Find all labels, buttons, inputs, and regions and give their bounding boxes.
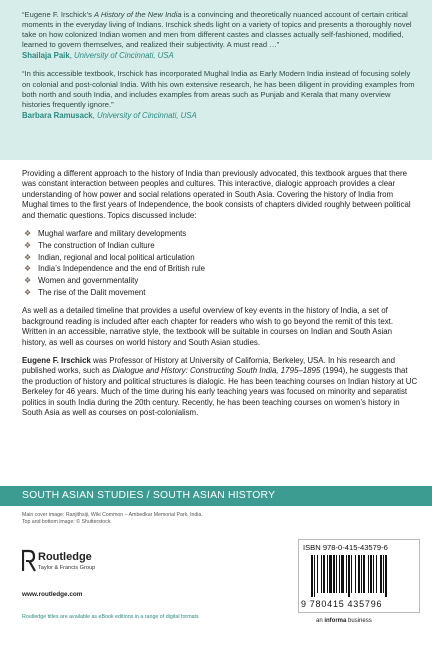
topic-label: The rise of the Dalit movement xyxy=(38,288,146,298)
barcode-bar xyxy=(383,555,384,593)
barcode-bar xyxy=(321,555,322,593)
barcode-bar xyxy=(336,555,337,593)
barcode-bar xyxy=(314,555,315,597)
barcode-bar xyxy=(323,555,325,593)
barcode-bar xyxy=(346,555,347,593)
routledge-r-icon xyxy=(22,548,36,572)
informa-pre: an xyxy=(316,618,325,624)
isbn-label: ISBN 978-0-415-43579-6 xyxy=(303,543,388,552)
diamond-bullet-icon: ❖ xyxy=(24,240,32,250)
barcode-bar xyxy=(339,555,340,593)
credit-line-1: Main cover image: Ranjithsiji, Wiki Common – Ambedkar Memorial Park, India. xyxy=(22,512,203,518)
bio-work-title: Dialogue and History: Constructing South India, 1795–1895 xyxy=(112,366,321,376)
topic-item xyxy=(22,264,418,274)
barcode-bar xyxy=(351,555,352,593)
diamond-bullet-icon: ❖ xyxy=(24,264,32,274)
quote-2-attribution: Barbara Ramusack, University of Cincinnati, USA xyxy=(22,110,197,120)
barcode-bar xyxy=(327,555,328,593)
bio-part-2: (1994), he suggests that the production of history and political structures is dialogic. He has been teaching courses on Indian history at UC Berkeley for 46 years. Much of the time during his early teaching years was focused on minority and separatist politics in south India during the 20th century. Recently, he has been teaching courses on women’s history in South Asia as well as courses on post-colonialism. xyxy=(22,366,418,418)
topic-item xyxy=(22,229,418,239)
image-credits xyxy=(22,512,292,526)
barcode-digits xyxy=(301,599,417,609)
diamond-bullet-icon: ❖ xyxy=(24,229,32,239)
quote-1-name: Shailaja Paik xyxy=(22,51,70,61)
isbn-barcode-block xyxy=(298,539,420,613)
bio-part-1: was Professor of History at University of California, Berkeley, USA. In his research and published works, such as xyxy=(22,356,396,376)
barcode-bar xyxy=(370,555,372,593)
topic-item xyxy=(22,253,418,263)
informa-brand: informa xyxy=(324,618,347,624)
informa-note xyxy=(316,618,372,624)
ebook-note: Routledge titles are available as eBook editions in a range of digital formats xyxy=(22,614,199,620)
topic-label: The construction of Indian culture xyxy=(38,240,155,250)
barcode-bar xyxy=(368,555,369,593)
praise-quote-2 xyxy=(22,69,420,120)
quote-1-affiliation: University of Cincinnati, USA xyxy=(74,51,174,61)
barcode-bar xyxy=(329,555,332,593)
barcode-left-digits: 780415 xyxy=(309,599,345,609)
barcode-right-digits: 435796 xyxy=(347,599,383,609)
barcode-bar xyxy=(376,555,377,593)
topic-label: India’s Independence and the end of British rule xyxy=(38,264,205,274)
barcode-bar xyxy=(348,555,350,597)
quote-1-book-title: A History of the New India xyxy=(94,10,182,19)
topic-label: Women and governmentality xyxy=(38,276,139,286)
quote-2-name: Barbara Ramusack xyxy=(22,110,93,120)
credit-line-2: Top and bottom image: © Shutterstock. xyxy=(22,519,112,525)
barcode-bar xyxy=(385,555,387,597)
topic-item xyxy=(22,288,418,298)
topic-label: Mughal warfare and military developments xyxy=(38,229,187,239)
closing-paragraph: As well as a detailed timeline that provides a useful overview of key events in the history of India, a set of background reading is included after each chapter for readers who wish to go beyond the remit of this text. Written in an accessible, narrative style, the textbook will be suitable in courses on Indian and South Asian history, as well as courses on world history and South Asian studies. xyxy=(22,306,394,347)
publisher-logo xyxy=(22,548,132,584)
barcode xyxy=(309,555,411,597)
barcode-bar xyxy=(373,555,374,593)
publisher-name: Routledge xyxy=(38,551,92,563)
diamond-bullet-icon: ❖ xyxy=(24,276,32,286)
author-bio xyxy=(22,356,418,418)
quote-1-attribution: Shailaja Paik, University of Cincinnati, USA xyxy=(22,51,174,61)
barcode-lead-digit: 9 xyxy=(301,599,307,609)
barcode-bar xyxy=(341,555,344,593)
barcode-bar xyxy=(358,555,360,593)
topic-label: Indian, regional and local political articulation xyxy=(38,252,195,262)
diamond-bullet-icon: ❖ xyxy=(24,288,32,298)
quote-1-pre: “Eugene F. Irschick’s xyxy=(22,10,95,19)
quote-2-text: “In this accessible textbook, Irschick has incorporated Mughal India as Early Modern India instead of focusing solely on colonial and post-colonial India. With his own extensive research, he has been diligent in providing examples from both north and south India, and includes examples from areas such as Punjab and Kerala that many overview histories frequently ignore.” xyxy=(22,69,415,109)
barcode-bar xyxy=(333,555,335,593)
praise-box xyxy=(0,0,432,160)
barcode-bar xyxy=(317,555,318,593)
description xyxy=(22,169,418,426)
quote-2-affiliation: University of Cincinnati, USA xyxy=(97,110,197,120)
barcode-bar xyxy=(311,555,313,597)
barcode-bar xyxy=(355,555,356,593)
publisher-website: www.routledge.com xyxy=(22,591,83,598)
diamond-bullet-icon: ❖ xyxy=(24,252,32,262)
topic-item xyxy=(22,241,418,251)
quote-1-post: is a convincing and theoretically nuanced account of certain critical moments in the everyday living of Indians. Irschick sheds light on a variety of topics and presents a thoroughly novel take on how colonized Indian women and men from different castes and classes actually self-fashioned, modified, learned to govern themselves, and realized their subjectivity. A must read …” xyxy=(22,10,412,50)
informa-post: business xyxy=(346,618,372,624)
intro-paragraph: Providing a different approach to the history of India than previously advocated, this textbook argues that there was constant interaction between peoples and cultures. This interactive, dialogic approach provides a clear understanding of how power and social relations operated in South Asia. Covering the history of India from Mughal times to the first years of Independence, the book consists of chapters divided roughly between political and thematic questions. Topics discussed include: xyxy=(22,169,411,220)
barcode-bar xyxy=(363,555,365,593)
topics-list xyxy=(22,229,418,298)
publisher-group: Taylor & Francis Group xyxy=(38,565,96,571)
barcode-bar xyxy=(380,555,382,593)
praise-quote-1 xyxy=(22,10,420,61)
bio-author-name: Eugene F. Irschick xyxy=(22,356,91,366)
topic-item xyxy=(22,276,418,286)
subject-band: SOUTH ASIAN STUDIES / SOUTH ASIAN HISTORY xyxy=(0,486,432,506)
barcode-bar xyxy=(361,555,362,593)
